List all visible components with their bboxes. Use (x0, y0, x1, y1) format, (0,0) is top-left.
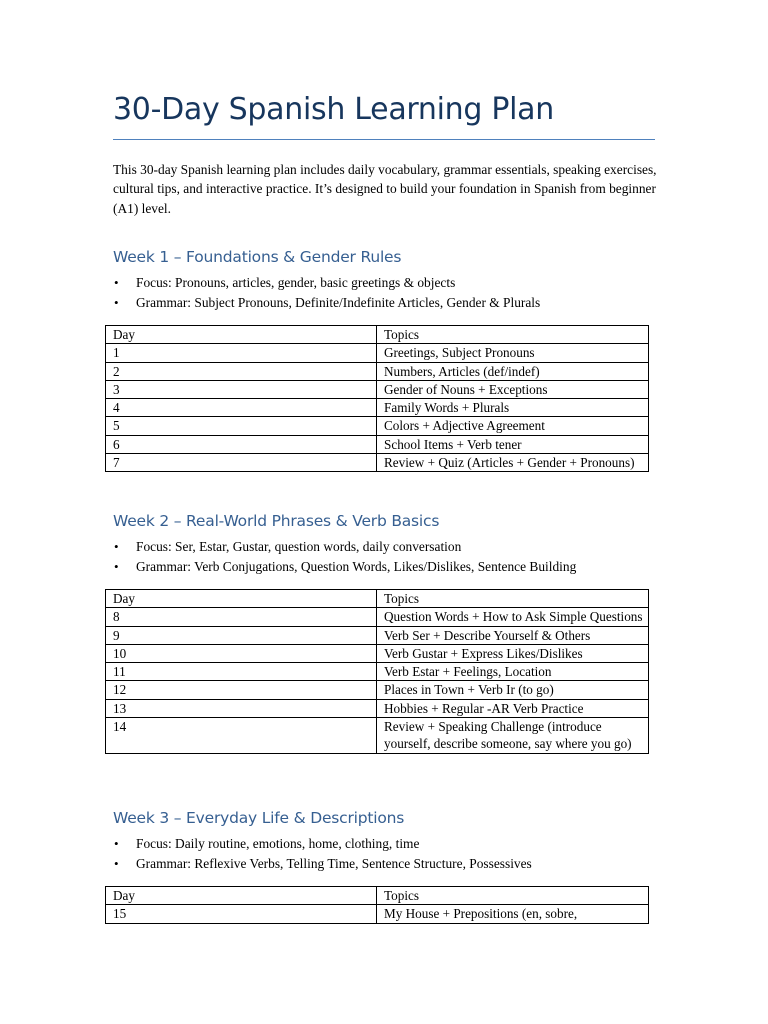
column-header-topics: Topics (377, 326, 649, 344)
table-header-row (106, 326, 649, 344)
topics-cell: Review + Quiz (Articles + Gender + Pronouns) (377, 454, 649, 472)
day-cell: 15 (106, 905, 377, 923)
table-row (106, 905, 649, 923)
table-row (106, 718, 649, 754)
day-cell: 10 (106, 644, 377, 662)
bullet-text: Grammar: Reflexive Verbs, Telling Time, Sentence Structure, Possessives (136, 855, 532, 871)
table-row (106, 663, 649, 681)
bullet-icon: • (114, 539, 119, 554)
bullet-text: Grammar: Subject Pronouns, Definite/Indefinite Articles, Gender & Plurals (136, 294, 541, 310)
table-row (106, 380, 649, 398)
topics-cell: My House + Prepositions (en, sobre, (377, 905, 649, 923)
bullet-icon: • (114, 855, 119, 871)
table-row (106, 344, 649, 362)
bullet-icon: • (114, 275, 119, 290)
bullet-icon: • (114, 836, 119, 851)
table-row (106, 362, 649, 380)
bullet-icon: • (114, 558, 119, 574)
column-header-day: Day (106, 590, 377, 608)
title-underline (113, 139, 655, 140)
day-cell: 12 (106, 681, 377, 699)
intro-paragraph: This 30-day Spanish learning plan includes daily vocabulary, grammar essentials, speaking exercises, cultural tips, and interactive practice. It’s designed to build your foundation in Spanish from beginner (A1) level. (113, 162, 657, 216)
column-header-topics: Topics (377, 887, 649, 905)
table-row (106, 681, 649, 699)
topics-cell: Numbers, Articles (def/indef) (377, 362, 649, 380)
column-header-topics: Topics (377, 590, 649, 608)
topics-cell: Review + Speaking Challenge (introduce yourself, describe someone, say where you go) (377, 718, 649, 754)
table-row (106, 454, 649, 472)
table-row (106, 435, 649, 453)
bullet-item (113, 834, 673, 854)
day-cell: 2 (106, 362, 377, 380)
bullet-icon: • (114, 294, 119, 310)
topics-cell: Verb Gustar + Express Likes/Dislikes (377, 644, 649, 662)
week-bullet-list (113, 834, 673, 873)
table-row (106, 644, 649, 662)
lesson-table (105, 886, 649, 924)
bullet-text: Focus: Daily routine, emotions, home, clothing, time (136, 836, 420, 851)
table-header-row (106, 887, 649, 905)
bullet-item (113, 854, 673, 874)
bullet-text: Focus: Pronouns, articles, gender, basic greetings & objects (136, 275, 456, 290)
column-header-day: Day (106, 326, 377, 344)
week-bullet-list (113, 537, 673, 576)
bullet-item (113, 293, 673, 313)
day-cell: 13 (106, 699, 377, 717)
topics-cell: Greetings, Subject Pronouns (377, 344, 649, 362)
topics-cell: Gender of Nouns + Exceptions (377, 380, 649, 398)
day-cell: 7 (106, 454, 377, 472)
table-row (106, 399, 649, 417)
topics-cell: Family Words + Plurals (377, 399, 649, 417)
topics-cell: Verb Estar + Feelings, Location (377, 663, 649, 681)
day-cell: 9 (106, 626, 377, 644)
table-row (106, 626, 649, 644)
week-bullet-list (113, 273, 673, 312)
bullet-text: Grammar: Verb Conjugations, Question Words, Likes/Dislikes, Sentence Building (136, 558, 577, 574)
lesson-table (105, 325, 649, 472)
day-cell: 11 (106, 663, 377, 681)
day-cell: 5 (106, 417, 377, 435)
bullet-item (113, 557, 673, 577)
table-header-row (106, 590, 649, 608)
topics-cell: School Items + Verb tener (377, 435, 649, 453)
topics-cell: Places in Town + Verb Ir (to go) (377, 681, 649, 699)
bullet-text: Focus: Ser, Estar, Gustar, question words, daily conversation (136, 539, 462, 554)
week-heading: Week 1 – Foundations & Gender Rules (113, 248, 402, 266)
day-cell: 1 (106, 344, 377, 362)
bullet-item (113, 537, 673, 557)
day-cell: 14 (106, 718, 377, 754)
day-cell: 8 (106, 608, 377, 626)
table-row (106, 608, 649, 626)
topics-cell: Colors + Adjective Agreement (377, 417, 649, 435)
week-heading: Week 2 – Real-World Phrases & Verb Basics (113, 512, 440, 530)
table-row (106, 417, 649, 435)
table-row (106, 699, 649, 717)
bullet-item (113, 273, 673, 293)
topics-cell: Verb Ser + Describe Yourself & Others (377, 626, 649, 644)
day-cell: 4 (106, 399, 377, 417)
topics-cell: Question Words + How to Ask Simple Questions (377, 608, 649, 626)
column-header-day: Day (106, 887, 377, 905)
topics-cell: Hobbies + Regular -AR Verb Practice (377, 699, 649, 717)
day-cell: 3 (106, 380, 377, 398)
week-heading: Week 3 – Everyday Life & Descriptions (113, 809, 405, 827)
document-title: 30-Day Spanish Learning Plan (113, 92, 554, 127)
lesson-table (105, 589, 649, 754)
day-cell: 6 (106, 435, 377, 453)
